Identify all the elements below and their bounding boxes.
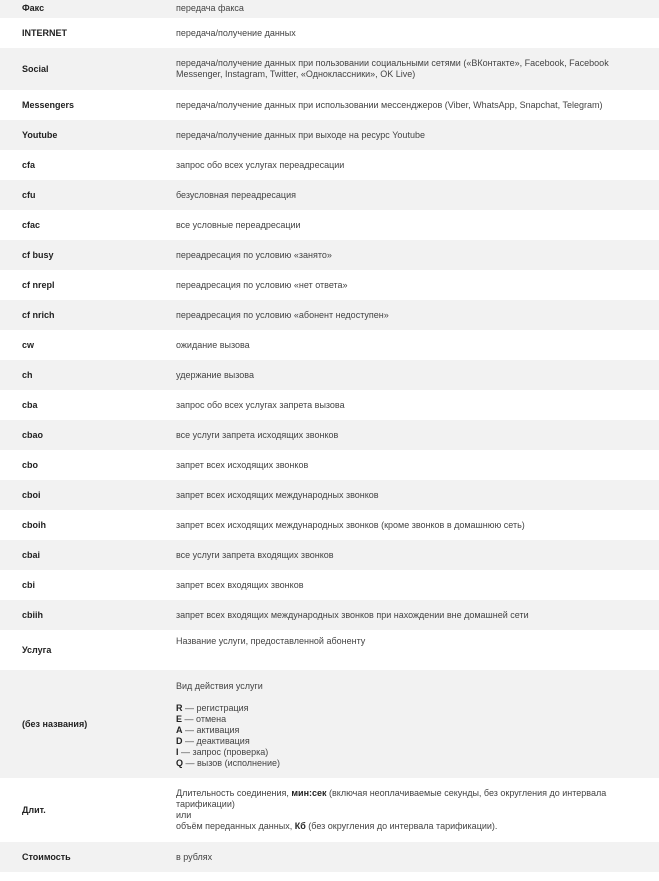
action-text: — активация — [182, 725, 240, 735]
table-row — [0, 360, 659, 390]
row-term: cba — [22, 399, 38, 410]
data-volume-text — [176, 821, 629, 832]
action-code: Q — [176, 758, 184, 768]
row-term: cw — [22, 339, 35, 350]
table-row — [0, 670, 659, 778]
row-term: Social — [22, 63, 49, 74]
row-description: все условные переадресации — [176, 219, 301, 230]
row-description — [170, 670, 659, 778]
table-row — [0, 180, 659, 210]
table-row — [0, 48, 659, 90]
row-description: запрет всех исходящих международных звонков — [176, 489, 379, 500]
row-term: cfu — [22, 189, 36, 200]
row-term: cf busy — [22, 249, 54, 260]
action-code: R — [176, 703, 183, 713]
action-text: — запрос (проверка) — [178, 747, 269, 757]
row-term: cf nrich — [22, 309, 55, 320]
action-text: — вызов (исполнение) — [183, 758, 281, 768]
action-text: — регистрация — [182, 703, 249, 713]
row-description: запрет всех входящих звонков — [176, 579, 304, 590]
action-code: D — [176, 736, 183, 746]
spacer — [176, 692, 629, 703]
row-description: переадресация по условию «нет ответа» — [176, 279, 348, 290]
table-row — [0, 510, 659, 540]
table-row — [0, 778, 659, 842]
action-code: A — [176, 725, 183, 735]
data-volume-unit: Кб — [294, 821, 306, 831]
table-row — [0, 18, 659, 48]
data-volume-c: (без округления до интервала тарификации). — [305, 821, 498, 831]
table-row — [0, 600, 659, 630]
table-row — [0, 330, 659, 360]
row-description: переадресация по условию «занято» — [176, 249, 332, 260]
row-description: все услуги запрета исходящих звонков — [176, 429, 339, 440]
action-item — [176, 747, 629, 758]
row-description: Название услуги, предоставленной абоненту — [176, 636, 366, 646]
row-term: Messengers — [22, 99, 75, 110]
row-term: (без названия) — [22, 718, 88, 729]
row-description: запрос обо всех услугах переадресации — [176, 159, 345, 170]
row-description: запрос обо всех услугах запрета вызова — [176, 399, 345, 410]
table-row — [0, 210, 659, 240]
table-row — [0, 630, 659, 670]
row-description: передача/получение данных — [176, 27, 296, 38]
table-row — [0, 420, 659, 450]
row-term: cf nrepl — [22, 279, 55, 290]
row-term: cfac — [22, 219, 41, 230]
row-description: безусловная переадресация — [176, 189, 296, 200]
row-term: ch — [22, 369, 33, 380]
action-item — [176, 703, 629, 714]
row-description: в рублях — [176, 851, 213, 862]
row-term: cbo — [22, 459, 39, 470]
row-description: передача/получение данных при выходе на ресурс Youtube — [176, 129, 425, 140]
row-description: переадресация по условию «абонент недоступен» — [176, 309, 389, 320]
table-row — [0, 150, 659, 180]
duration-text-a: Длительность соединения, — [176, 788, 292, 798]
row-term: Длит. — [22, 804, 46, 815]
row-term: Факс — [22, 3, 45, 13]
table-row — [0, 270, 659, 300]
row-description — [170, 778, 659, 842]
row-term: Услуга — [22, 644, 52, 655]
table-row — [0, 570, 659, 600]
row-term: Youtube — [22, 129, 58, 140]
table-row — [0, 120, 659, 150]
row-description: запрет всех входящих международных звонков при нахождении вне домашней сети — [176, 609, 529, 620]
row-term: Стоимость — [22, 851, 71, 862]
duration-unit: мин:сек — [291, 788, 327, 798]
table-row — [0, 300, 659, 330]
table-row — [0, 842, 659, 872]
table-row — [0, 0, 659, 18]
row-description: запрет всех исходящих международных звонков (кроме звонков в домашнюю сеть) — [176, 519, 525, 530]
row-term: INTERNET — [22, 27, 67, 38]
duration-text — [176, 788, 629, 810]
action-item — [176, 736, 629, 747]
or-text: или — [176, 810, 192, 820]
table-row — [0, 480, 659, 510]
row-description: удержание вызова — [176, 369, 254, 380]
row-term: cbai — [22, 549, 41, 560]
action-item — [176, 758, 629, 769]
table-row — [0, 390, 659, 420]
row-description: передача факса — [176, 3, 244, 13]
row-description: ожидание вызова — [176, 339, 250, 350]
duration-text-c: (включая неоплачиваемые секунды, без округления до интервала тарификации) — [176, 788, 609, 809]
action-item — [176, 714, 629, 725]
row-description: передача/получение данных при пользовании социальными сетями («ВКонтакте», Facebook, Facebook Messenger, Instagram, Twitter, «Одноклассники», OK Live) — [176, 58, 609, 79]
table-row — [0, 240, 659, 270]
action-text: — деактивация — [182, 736, 250, 746]
action-code: E — [176, 714, 183, 724]
action-code: I — [176, 747, 179, 757]
action-text: — отмена — [182, 714, 227, 724]
row-description: передача/получение данных при использовании мессенджеров (Viber, WhatsApp, Snapchat, Telegram) — [176, 99, 603, 110]
action-intro: Вид действия услуги — [176, 681, 263, 691]
table-row — [0, 90, 659, 120]
row-description: все услуги запрета входящих звонков — [176, 549, 334, 560]
row-term: cbao — [22, 429, 44, 440]
data-volume-a: объём переданных данных, — [176, 821, 295, 831]
row-term: cbiih — [22, 609, 44, 620]
row-description: запрет всех исходящих звонков — [176, 459, 309, 470]
row-term: cboi — [22, 489, 41, 500]
row-term: cfa — [22, 159, 36, 170]
row-term: cbi — [22, 579, 36, 590]
action-item — [176, 725, 629, 736]
row-term: cboih — [22, 519, 46, 530]
table-row — [0, 450, 659, 480]
table-row — [0, 540, 659, 570]
